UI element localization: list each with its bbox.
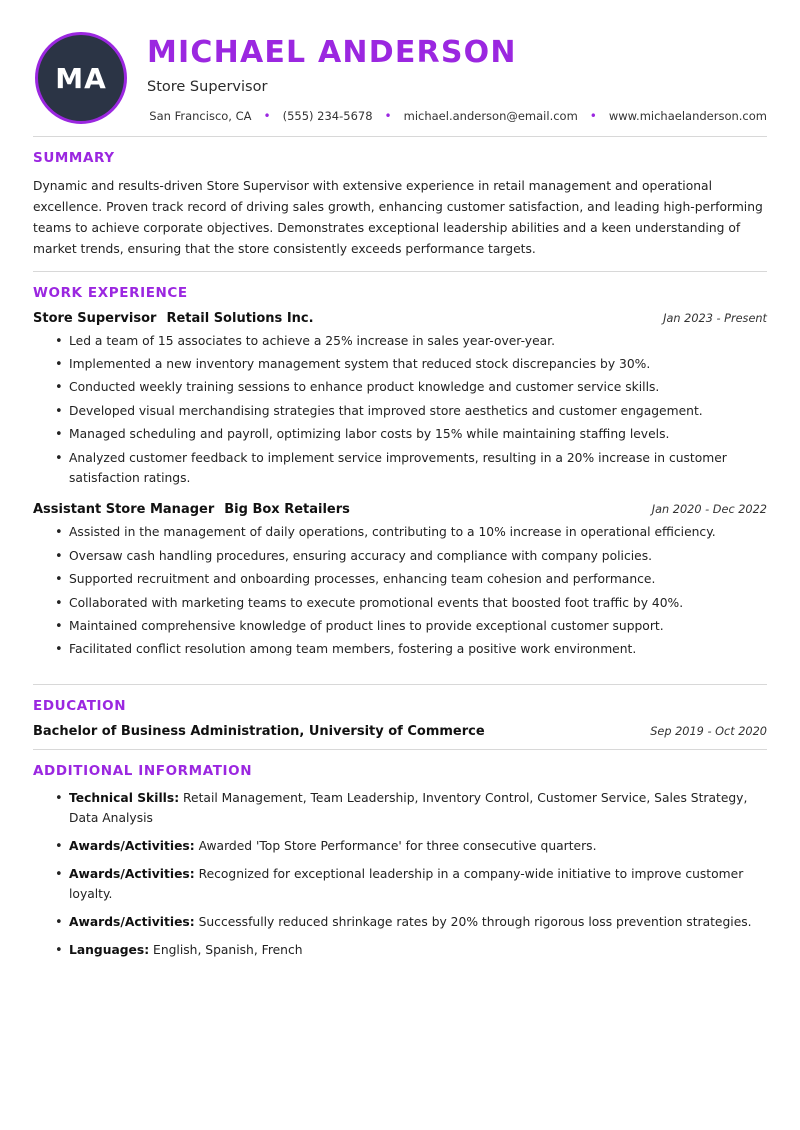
info-label: Awards/Activities: <box>69 867 195 882</box>
education-entry <box>33 724 767 739</box>
section-title-additional-information: ADDITIONAL INFORMATION <box>33 763 253 780</box>
list-item: • Collaborated with marketing teams to execute promotional events that boosted foot traffic by 40%. <box>55 594 767 614</box>
list-item: • Analyzed customer feedback to implement service improvements, resulting in a 20% increase in customer satisfaction ratings. <box>55 449 767 489</box>
job-title-line <box>33 502 350 517</box>
info-value: Successfully reduced shrinkage rates by 20% through rigorous loss prevention strategies. <box>198 914 752 929</box>
list-item: • Maintained comprehensive knowledge of product lines to provide exceptional customer support. <box>55 617 767 637</box>
summary-text: Dynamic and results-driven Store Supervisor with extensive experience in retail management and operational excellence. Proven track record of driving sales growth, enhancing customer satisfaction, and leading high-performing teams to achieve corporate objectives. Demonstrates exceptional leadership abilities and a keen understanding of market trends, ensuring that the store consistently exceeds performance targets. <box>33 179 763 257</box>
page-title: MICHAEL ANDERSON <box>147 35 517 70</box>
info-label: Languages: <box>69 942 150 957</box>
education-degree: Bachelor of Business Administration, University of Commerce <box>33 724 485 740</box>
list-item: • Led a team of 15 associates to achieve a 25% increase in sales year-over-year. <box>55 332 767 352</box>
contact-website[interactable]: www.michaelanderson.com <box>608 109 767 123</box>
header-main <box>129 28 767 123</box>
list-item <box>55 913 767 933</box>
work-experience-entry <box>33 311 767 489</box>
contact-separator-icon: • <box>589 109 597 123</box>
job-role: Assistant Store Manager <box>33 502 215 518</box>
list-item <box>55 789 767 829</box>
list-item <box>55 837 767 857</box>
resume-header <box>33 28 767 136</box>
info-value: English, Spanish, French <box>153 942 303 957</box>
job-header <box>33 311 767 326</box>
job-bullets <box>33 523 767 660</box>
list-item: • Supported recruitment and onboarding processes, enhancing team cohesion and performance. <box>55 570 767 590</box>
section-work-experience <box>33 272 767 685</box>
info-label: Technical Skills: <box>69 791 180 806</box>
avatar-container <box>33 28 129 124</box>
additional-information-list <box>33 789 767 960</box>
job-company: Big Box Retailers <box>224 502 350 518</box>
section-additional-information <box>33 750 767 978</box>
contact-separator-icon: • <box>263 109 271 123</box>
list-item <box>55 865 767 905</box>
section-summary <box>33 137 767 271</box>
info-value: Retail Management, Team Leadership, Inventory Control, Customer Service, Sales Strategy, Data Analysis <box>69 791 748 826</box>
work-experience-entry <box>33 502 767 660</box>
section-title-education: EDUCATION <box>33 698 127 715</box>
contact-email[interactable]: michael.anderson@email.com <box>403 109 578 123</box>
section-title-work-experience: WORK EXPERIENCE <box>33 284 188 301</box>
list-item: • Conducted weekly training sessions to enhance product knowledge and customer service skills. <box>55 378 767 398</box>
job-dates: Jan 2023 - Present <box>663 311 767 325</box>
education-dates: Sep 2019 - Oct 2020 <box>650 725 767 739</box>
section-title-summary: SUMMARY <box>33 150 115 166</box>
info-label: Awards/Activities: <box>69 914 195 929</box>
job-header <box>33 502 767 517</box>
list-item: • Implemented a new inventory management system that reduced stock discrepancies by 30%. <box>55 355 767 375</box>
job-dates: Jan 2020 - Dec 2022 <box>651 503 767 517</box>
section-education <box>33 685 767 749</box>
list-item: • Facilitated conflict resolution among team members, fostering a positive work environment. <box>55 640 767 660</box>
job-role: Store Supervisor <box>33 310 157 326</box>
header-job-title: Store Supervisor <box>147 79 268 95</box>
avatar: MA <box>35 32 127 124</box>
list-item <box>55 941 767 961</box>
list-item: • Oversaw cash handling procedures, ensuring accuracy and compliance with company policies. <box>55 547 767 567</box>
job-company: Retail Solutions Inc. <box>166 310 314 326</box>
info-value: Awarded 'Top Store Performance' for three consecutive quarters. <box>198 839 597 854</box>
job-bullets <box>33 332 767 489</box>
list-item: • Assisted in the management of daily operations, contributing to a 10% increase in operational efficiency. <box>55 523 767 543</box>
contact-separator-icon: • <box>384 109 392 123</box>
job-title-line <box>33 311 314 326</box>
list-item: • Developed visual merchandising strategies that improved store aesthetics and customer engagement. <box>55 402 767 422</box>
list-item: • Managed scheduling and payroll, optimizing labor costs by 15% while maintaining staffing levels. <box>55 425 767 445</box>
contact-row <box>147 109 767 123</box>
contact-phone[interactable]: (555) 234-5678 <box>282 109 373 123</box>
info-value: Recognized for exceptional leadership in a company-wide initiative to improve customer loyalty. <box>69 867 744 901</box>
contact-location: San Francisco, CA <box>149 109 252 123</box>
info-label: Awards/Activities: <box>69 839 195 854</box>
